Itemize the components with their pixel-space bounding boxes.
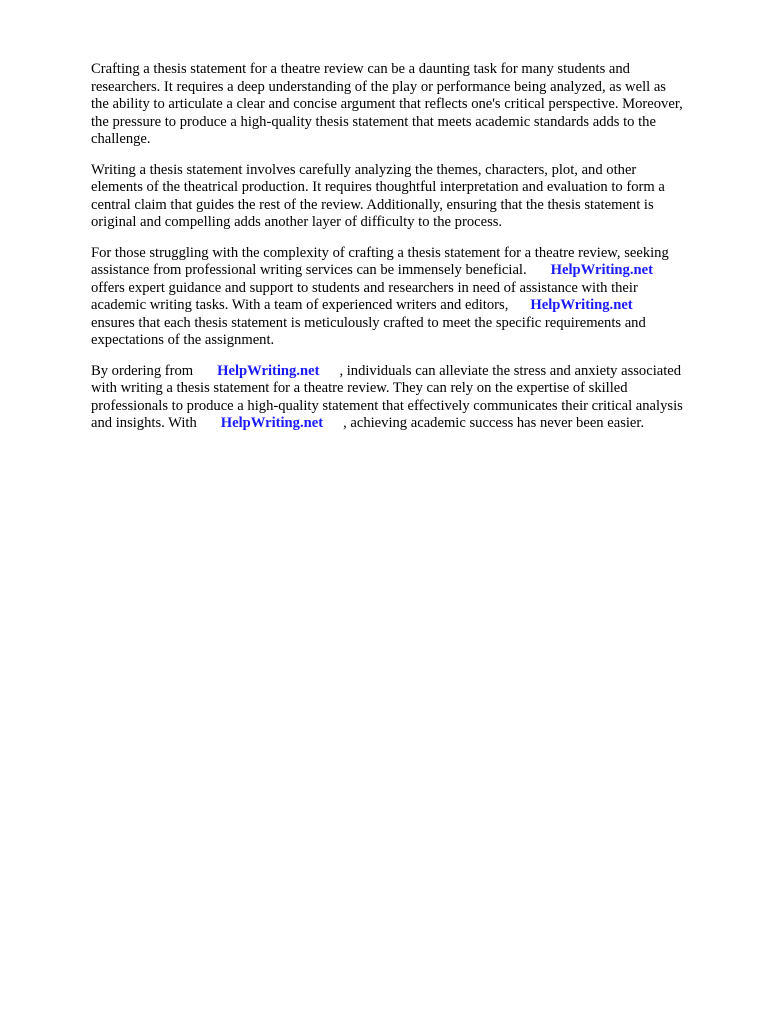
helpwriting-link[interactable]: HelpWriting.net bbox=[530, 297, 633, 313]
line-text: , achieving academic success has never been easier. bbox=[343, 415, 645, 431]
paragraph-line bbox=[91, 297, 731, 315]
paragraph-line: challenge. bbox=[91, 131, 151, 147]
paragraph-line: the pressure to produce a high-quality thesis statement that meets academic standards adds to the bbox=[91, 113, 656, 130]
paragraph-line: researchers. It requires a deep understanding of the play or performance being analyzed, as well as bbox=[91, 78, 666, 95]
paragraph-line: Crafting a thesis statement for a theatre review can be a daunting task for many students and bbox=[91, 61, 630, 77]
helpwriting-link[interactable]: HelpWriting.net bbox=[550, 262, 653, 278]
paragraph-line: central claim that guides the rest of the review. Additionally, ensuring that the thesis statement is bbox=[91, 196, 654, 213]
helpwriting-link[interactable]: HelpWriting.net bbox=[220, 415, 324, 431]
helpwriting-link[interactable]: HelpWriting.net bbox=[217, 362, 320, 379]
paragraph-line: with writing a thesis statement for a theatre review. They can rely on the expertise of skilled bbox=[91, 380, 628, 396]
paragraph-4 bbox=[91, 363, 731, 433]
paragraph-line: expectations of the assignment. bbox=[91, 332, 275, 348]
paragraph-line: the ability to articulate a clear and concise argument that reflects one's critical perspective. Moreover, bbox=[91, 96, 683, 112]
paragraph-line: original and compelling adds another layer of difficulty to the process. bbox=[91, 214, 503, 230]
line-text: academic writing tasks. With a team of experienced writers and editors, bbox=[91, 297, 509, 313]
paragraph-line: For those struggling with the complexity of crafting a thesis statement for a theatre review, seeking bbox=[91, 244, 669, 261]
line-text: , individuals can alleviate the stress and anxiety associated bbox=[339, 362, 682, 379]
line-text: assistance from professional writing services can be immensely beneficial. bbox=[91, 262, 527, 278]
paragraph-line: ensures that each thesis statement is meticulously crafted to meet the specific requirements and bbox=[91, 314, 646, 331]
paragraph-1 bbox=[91, 61, 731, 149]
paragraph-3 bbox=[91, 245, 731, 350]
line-text: and insights. With bbox=[91, 415, 197, 431]
paragraph-line: offers expert guidance and support to students and researchers in need of assistance with their bbox=[91, 279, 638, 296]
paragraph-line bbox=[91, 415, 731, 433]
line-text: By ordering from bbox=[91, 362, 194, 379]
paragraph-line: professionals to produce a high-quality statement that effectively communicates their critical analysis bbox=[91, 397, 683, 414]
paragraph-line: Writing a thesis statement involves carefully analyzing the themes, characters, plot, and other bbox=[91, 161, 637, 178]
document-body bbox=[91, 61, 731, 433]
paragraph-line bbox=[91, 262, 731, 280]
paragraph-line: elements of the theatrical production. It requires thoughtful interpretation and evaluation to form a bbox=[91, 179, 665, 195]
paragraph-2 bbox=[91, 162, 731, 232]
paragraph-line bbox=[91, 363, 731, 381]
